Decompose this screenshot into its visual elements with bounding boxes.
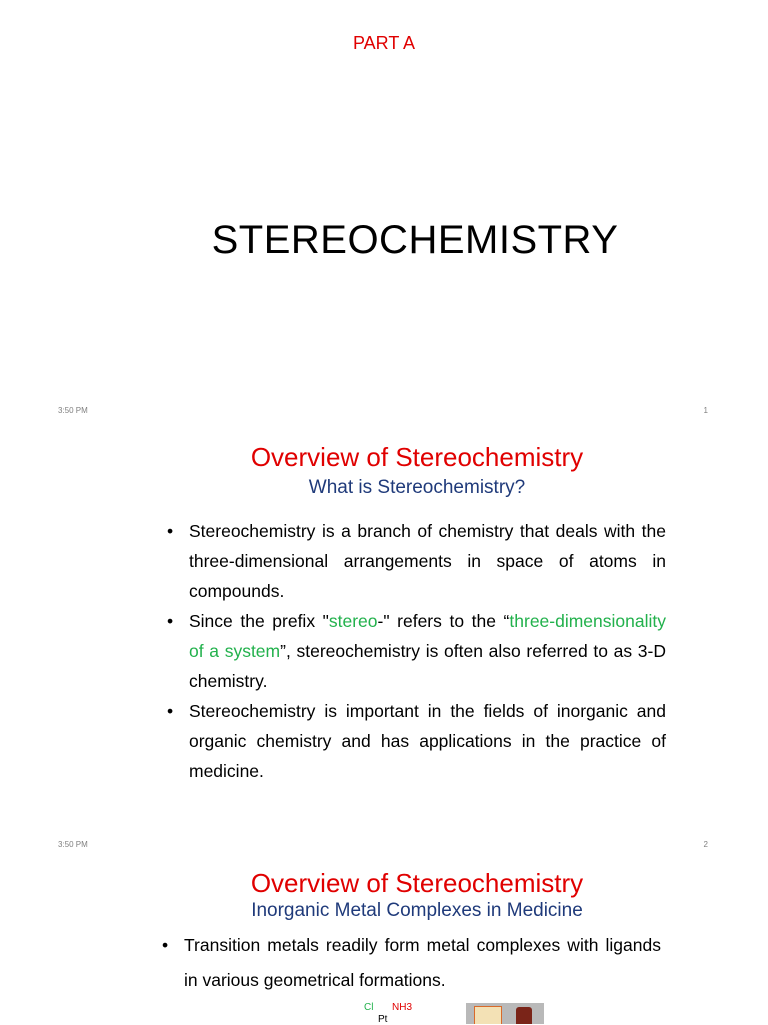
overview-slide [0, 430, 768, 866]
footer-time: 3:50 PM [58, 406, 88, 415]
medicine-bottle-image [516, 1007, 532, 1024]
slide-subtitle: Inorganic Metal Complexes in Medicine [251, 900, 583, 921]
footer-page-number: 1 [703, 406, 708, 415]
medicine-box-image [474, 1006, 502, 1024]
medicine-photo [466, 1003, 544, 1024]
title-slide [0, 0, 768, 430]
bullet-item: • Transition metals readily form metal complexes with ligands in various geometrical formations. [162, 928, 661, 998]
footer-time: 3:50 PM [58, 840, 88, 849]
slide-title: Overview of Stereochemistry [250, 868, 584, 898]
chloride-label: Cl [364, 1002, 374, 1013]
bullet-list [162, 928, 661, 998]
bullet-item: • Stereochemistry is important in the fields of inorganic and organic chemistry and has applications in the practice of medicine. [167, 696, 666, 786]
platinum-label: Pt [378, 1014, 388, 1025]
slide-title: Overview of Stereochemistry [250, 442, 584, 472]
part-label: PART A [352, 33, 416, 53]
metal-complexes-slide [0, 866, 768, 1024]
slide-title: STEREOCHEMISTRY [211, 218, 619, 262]
bullet-item: • Since the prefix "stereo-" refers to the “three-dimensionality of a system”, stereochemistry is often also referred to as 3-D chemistry. [167, 606, 666, 696]
footer-page-number: 2 [703, 840, 708, 849]
cisplatin-structure [362, 1002, 422, 1024]
slide-subtitle: What is Stereochemistry? [308, 477, 526, 498]
bullet-item: • Stereochemistry is a branch of chemistry that deals with the three-dimensional arrangements in space of atoms in compounds. [167, 516, 666, 606]
bullet-list [167, 516, 666, 786]
ammonia-label: NH3 [392, 1002, 413, 1013]
